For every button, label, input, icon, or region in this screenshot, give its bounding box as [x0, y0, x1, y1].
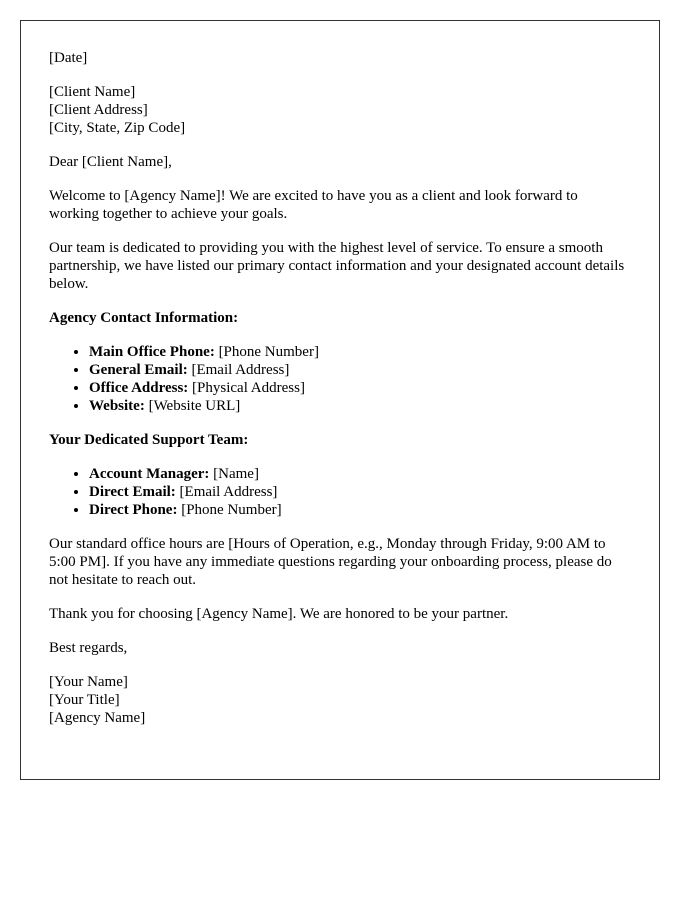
support-value-manager: [Name]	[209, 466, 259, 482]
list-item	[89, 343, 631, 361]
closing: Best regards,	[49, 640, 128, 656]
signature-name: [Your Name]	[49, 674, 128, 690]
list-item	[89, 361, 631, 379]
list-item	[89, 465, 631, 483]
letter-page	[20, 20, 660, 780]
thanks-paragraph: Thank you for choosing [Agency Name]. We are honored to be your partner.	[49, 606, 509, 622]
recipient-address: [Client Address]	[49, 102, 148, 118]
agency-contact-list	[49, 343, 631, 415]
support-label-phone: Direct Phone:	[89, 502, 178, 518]
agency-contact-heading: Agency Contact Information:	[49, 310, 239, 326]
recipient-name: [Client Name]	[49, 84, 136, 100]
support-label-email: Direct Email:	[89, 484, 176, 500]
recipient-city-state-zip: [City, State, Zip Code]	[49, 120, 186, 136]
list-item	[89, 397, 631, 415]
signature-agency: [Agency Name]	[49, 710, 146, 726]
contact-label-website: Website:	[89, 398, 145, 414]
contact-label-email: General Email:	[89, 362, 188, 378]
recipient-block	[49, 83, 631, 137]
signature-block	[49, 673, 631, 727]
list-item	[89, 483, 631, 501]
support-value-email: [Email Address]	[175, 484, 278, 500]
list-item	[89, 379, 631, 397]
list-item	[89, 501, 631, 519]
support-team-heading: Your Dedicated Support Team:	[49, 432, 249, 448]
letter-date: [Date]	[49, 50, 88, 66]
team-paragraph: Our team is dedicated to providing you with the highest level of service. To ensure a smooth partnership, we have listed our primary contact information and your designated account details below.	[49, 240, 625, 292]
signature-title: [Your Title]	[49, 692, 120, 708]
contact-value-phone: [Phone Number]	[214, 344, 319, 360]
contact-value-website: [Website URL]	[144, 398, 241, 414]
contact-label-phone: Main Office Phone:	[89, 344, 215, 360]
contact-value-address: [Physical Address]	[188, 380, 305, 396]
contact-value-email: [Email Address]	[187, 362, 290, 378]
hours-paragraph: Our standard office hours are [Hours of Operation, e.g., Monday through Friday, 9:00 AM to 5:00 PM]. If you have any immediate questions regarding your onboarding process, please do not hesitate to reach out.	[49, 536, 612, 588]
support-label-manager: Account Manager:	[89, 466, 210, 482]
support-value-phone: [Phone Number]	[177, 502, 282, 518]
support-team-list	[49, 465, 631, 519]
salutation: Dear [Client Name],	[49, 154, 172, 170]
contact-label-address: Office Address:	[89, 380, 189, 396]
welcome-paragraph: Welcome to [Agency Name]! We are excited to have you as a client and look forward to working together to achieve your goals.	[49, 188, 578, 222]
